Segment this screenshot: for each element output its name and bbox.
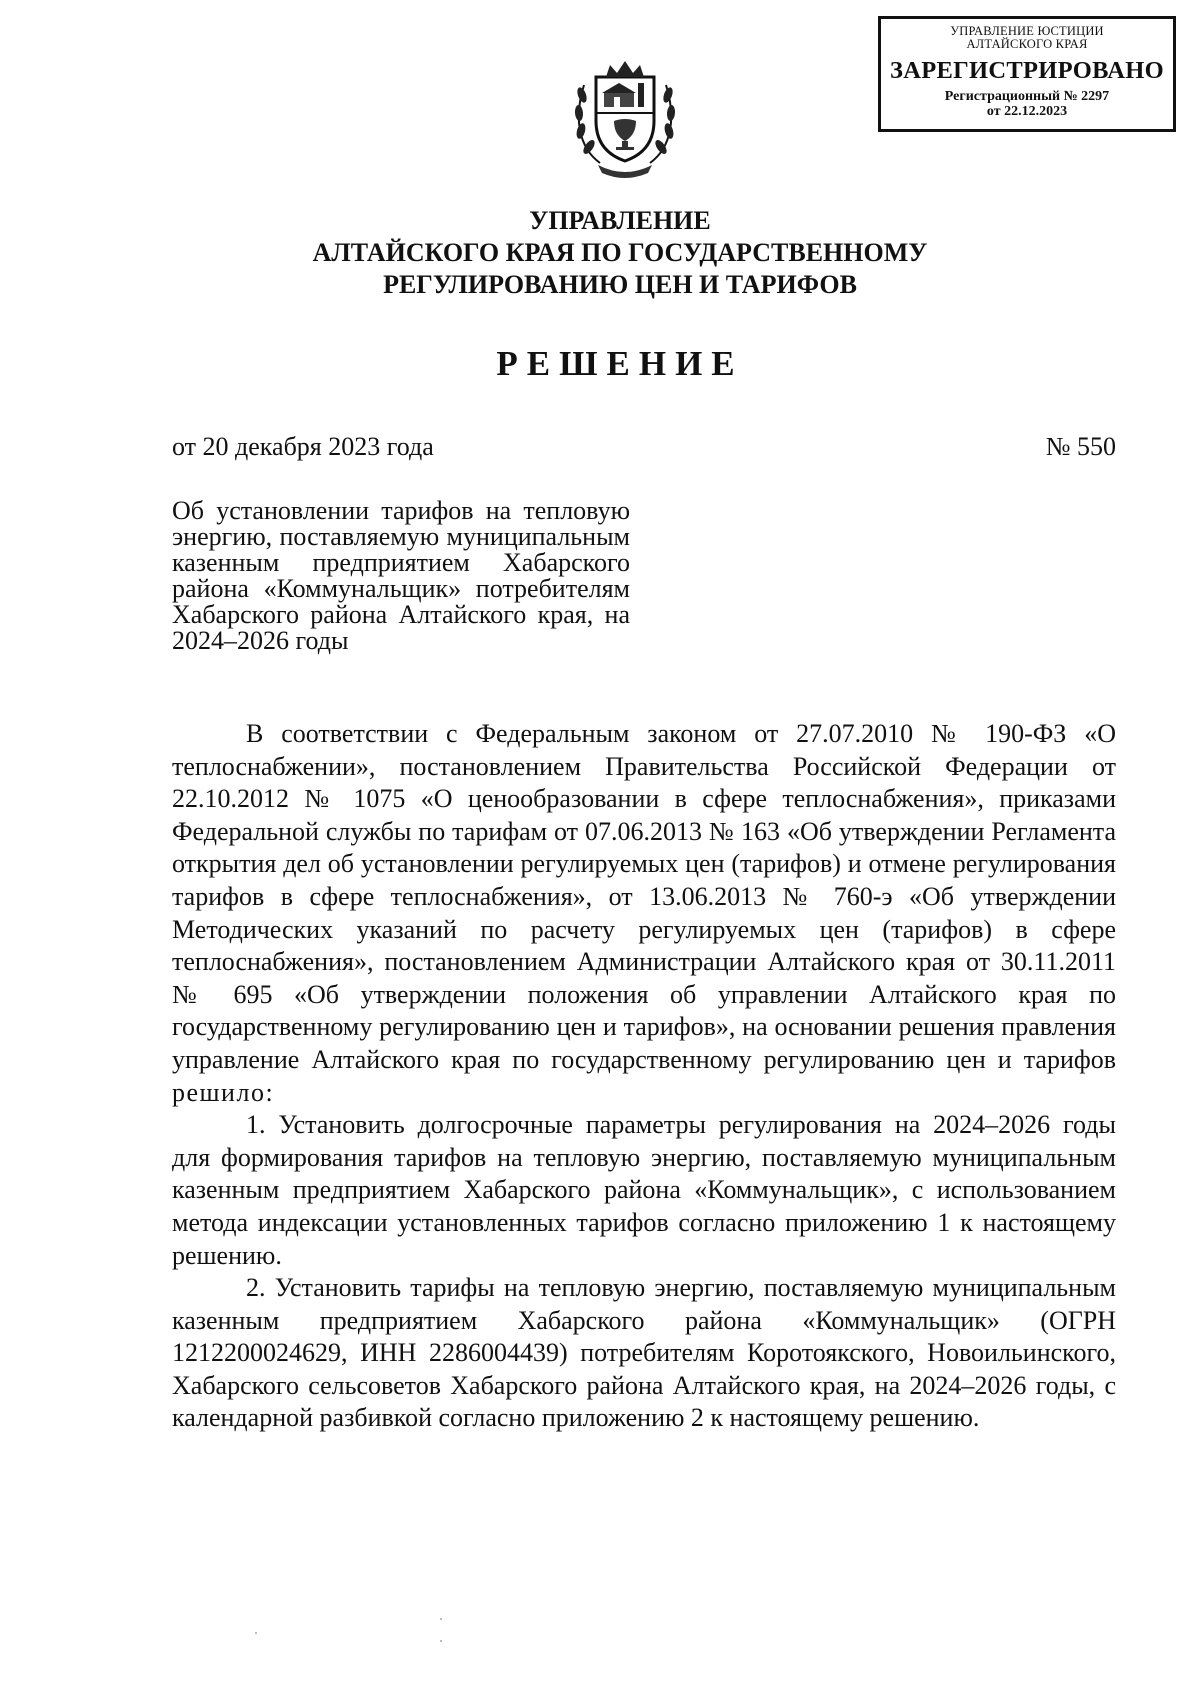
preamble-text: В соответствии с Федеральным законом от 27.07.2010 № 190-ФЗ «О теплоснабжении», постановлением Правительства Российской Федерации от 22.10.2012 № 1075 «О ценообразовании в сфере теплоснабжения», приказами Федеральной службы по тарифам от 07.06.2013 № 163 «Об утверждении Регламента открытия дел об установлении регулируемых цен (тарифов) и отмене регулирования тарифов в сфере теплоснабжения», от 13.06.2013 № 760-э «Об утверждении Методических указаний по расчету регулируемых цен (тарифов) в сфере теплоснабжения», постановлением Администрации Алтайского края от 30.11.2011 № 695 «Об утверждении положения об управлении Алтайского края по государственному регулированию цен и тарифов», на основании решения правления управление Алтайского края по государственному регулированию цен и тарифов bbox=[172, 719, 1116, 1074]
document-title: РЕШЕНИЕ bbox=[496, 344, 744, 383]
agency-header-line-2: АЛТАЙСКОГО КРАЯ ПО ГОСУДАРСТВЕННОМУ bbox=[312, 238, 928, 267]
document-date: от 20 декабря 2023 года bbox=[172, 432, 434, 461]
document-number: № 550 bbox=[1045, 432, 1116, 461]
agency-header-line-1: УПРАВЛЕНИЕ bbox=[529, 206, 711, 235]
body-preamble bbox=[172, 718, 1116, 1109]
stamp-status: ЗАРЕГИСТРИРОВАНО bbox=[890, 57, 1164, 84]
agency-header-line-3: РЕГУЛИРОВАНИЮ ЦЕН И ТАРИФОВ bbox=[383, 270, 857, 299]
agency-header bbox=[240, 205, 1000, 301]
body-item-1: 1. Установить долгосрочные параметры регулирования на 2024–2026 годы для формирования тарифов на тепловую энергию, поставляемую муниципальным казенным предприятием Хабарского района «Коммунальщик», с использованием метода индексации установленных тарифов согласно приложению 1 к настоящему решению. bbox=[172, 1110, 1116, 1270]
document-subject: Об установлении тарифов на тепловую энергию, поставляемую муниципальным казенным предприятием Хабарского района «Коммунальщик» потребителям Хабарского района Алтайского края, на 2024–2026 годы bbox=[172, 496, 630, 655]
document-body bbox=[172, 718, 1116, 1435]
scan-speck bbox=[440, 1618, 442, 1620]
scan-speck bbox=[255, 1632, 257, 1634]
body-item-2: 2. Установить тарифы на тепловую энергию, поставляемую муниципальным казенным предприятием Хабарского района «Коммунальщик» (ОГРН 1212200024629, ИНН 2286004439) потребителям Коротоякского, Новоильинского, Хабарского сельсоветов Хабарского района Алтайского края, на 2024–2026 годы, с календарной разбивкой согласно приложению 2 к настоящему решению. bbox=[172, 1273, 1116, 1433]
stamp-registration-date: от 22.12.2023 bbox=[986, 104, 1068, 119]
resolved-word: решило: bbox=[172, 1077, 275, 1107]
stamp-organization: УПРАВЛЕНИЕ ЮСТИЦИИ АЛТАЙСКОГО КРАЯ bbox=[950, 24, 1104, 51]
stamp-registration-number: Регистрационный № 2297 bbox=[944, 89, 1110, 104]
date-number-row bbox=[172, 432, 1116, 462]
scan-speck bbox=[440, 1640, 442, 1642]
altai-krai-coat-of-arms-icon bbox=[570, 55, 680, 181]
registration-stamp bbox=[878, 16, 1176, 132]
